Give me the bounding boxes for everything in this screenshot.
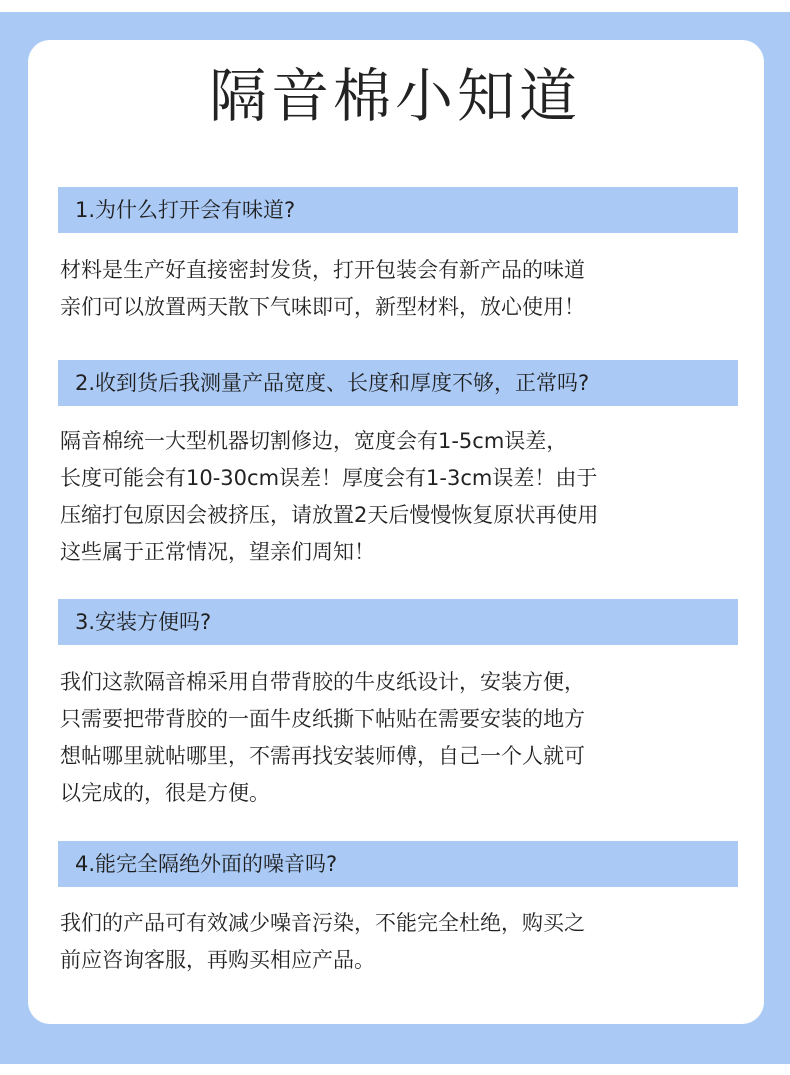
answer-3-line-1: 我们这款隔音棉采用自带背胶的牛皮纸设计，安装方便， xyxy=(60,670,585,694)
answer-4-line-1: 我们的产品可有效减少噪音污染，不能完全杜绝，购买之 xyxy=(60,911,585,935)
question-bar-2 xyxy=(58,360,738,406)
question-4-text: 4.能完全隔绝外面的噪音吗? xyxy=(75,852,338,876)
question-bar-4 xyxy=(58,841,738,887)
question-bar-1 xyxy=(58,187,738,233)
answer-2-line-2: 长度可能会有10-30cm误差！厚度会有1-3cm误差！由于 xyxy=(60,466,598,490)
question-3-text: 3.安装方便吗? xyxy=(75,610,212,634)
answer-3-line-3: 想帖哪里就帖哪里，不需再找安装师傅，自己一个人就可 xyxy=(60,744,585,768)
question-2-text: 2.收到货后我测量产品宽度、长度和厚度不够，正常吗? xyxy=(75,371,590,395)
answer-4-line-2: 前应咨询客服，再购买相应产品。 xyxy=(60,948,375,972)
answer-1-line-2: 亲们可以放置两天散下气味即可，新型材料，放心使用！ xyxy=(60,295,585,319)
answer-3-line-2: 只需要把带背胶的一面牛皮纸撕下帖贴在需要安装的地方 xyxy=(60,707,585,731)
question-bar-3 xyxy=(58,599,738,645)
answer-3-line-4: 以完成的，很是方便。 xyxy=(60,781,270,805)
page-title: 隔音棉小知道 xyxy=(208,62,581,130)
answer-3 xyxy=(60,664,750,812)
answer-2 xyxy=(60,423,750,571)
answer-2-line-1: 隔音棉统一大型机器切割修边，宽度会有1-5cm误差， xyxy=(60,429,568,453)
answer-2-line-3: 压缩打包原因会被挤压，请放置2天后慢慢恢复原状再使用 xyxy=(60,503,599,527)
answer-4 xyxy=(60,905,750,979)
question-1-text: 1.为什么打开会有味道? xyxy=(75,198,296,222)
answer-1-line-1: 材料是生产好直接密封发货，打开包装会有新产品的味道 xyxy=(60,258,585,282)
answer-1 xyxy=(60,252,750,326)
answer-2-line-4: 这些属于正常情况，望亲们周知！ xyxy=(60,540,375,564)
